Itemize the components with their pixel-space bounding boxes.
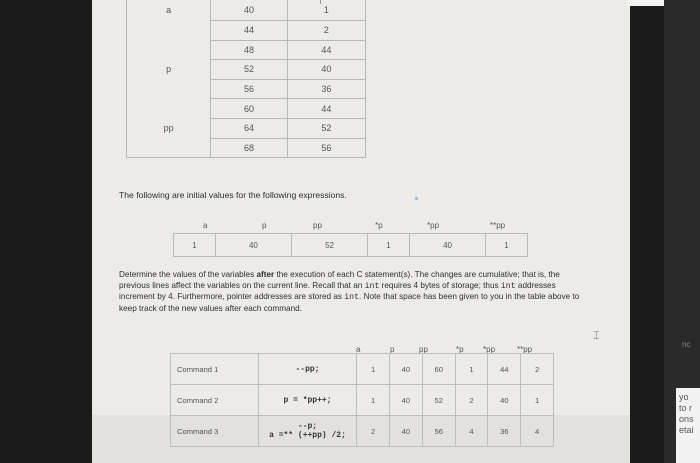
command-statement bbox=[258, 416, 356, 447]
instructions-paragraph bbox=[119, 270, 589, 314]
instr-code: int bbox=[344, 293, 360, 303]
iv-cell: 52 bbox=[291, 234, 367, 257]
mem-address: 68 bbox=[211, 138, 287, 158]
cmd-header-p: p bbox=[390, 345, 395, 354]
initial-values-table bbox=[173, 233, 528, 257]
mem-value: 52 bbox=[287, 118, 365, 138]
table-row bbox=[127, 118, 366, 138]
mem-address: 48 bbox=[211, 40, 287, 60]
table-row bbox=[127, 40, 366, 60]
mem-label bbox=[127, 138, 211, 158]
instr-part: . Note that space has been given to you in the table above to keep track of the new values after each command. bbox=[119, 292, 580, 313]
cmd-header-a: a bbox=[356, 345, 361, 354]
instr-code: int bbox=[364, 281, 380, 291]
table-row bbox=[127, 99, 366, 119]
stmt-line: a =** (++pp) /2; bbox=[269, 431, 346, 440]
iv-header-p: p bbox=[262, 221, 267, 230]
cmd-cell[interactable]: 1 bbox=[521, 385, 554, 416]
mem-value: 1 bbox=[287, 0, 365, 21]
instr-part: requires 4 bytes of storage; thus bbox=[379, 280, 501, 290]
cmd-cell[interactable]: 40 bbox=[488, 385, 521, 416]
table-row bbox=[174, 234, 528, 257]
cmd-cell[interactable]: 1 bbox=[357, 385, 390, 416]
cmd-cell[interactable]: 36 bbox=[488, 416, 521, 447]
mem-address: 56 bbox=[211, 79, 287, 99]
iv-header-pp: pp bbox=[313, 221, 322, 230]
mem-label: a bbox=[127, 0, 211, 21]
mem-address: 44 bbox=[211, 21, 287, 41]
cmd-cell[interactable]: 2 bbox=[521, 354, 554, 385]
table-row bbox=[127, 138, 366, 158]
mem-label bbox=[127, 99, 211, 119]
cmd-cell[interactable]: 1 bbox=[357, 354, 390, 385]
stmt-line: --pp; bbox=[295, 364, 320, 374]
stmt-line: --p; bbox=[297, 422, 318, 431]
iv-cell: 40 bbox=[215, 234, 291, 257]
iv-header-star-p: *p bbox=[375, 221, 383, 230]
mem-value: 36 bbox=[287, 79, 365, 99]
cmd-cell[interactable]: 40 bbox=[390, 354, 423, 385]
instr-part: Determine the values of the variables bbox=[119, 270, 257, 279]
cmd-cell[interactable]: 1 bbox=[455, 354, 488, 385]
table-row bbox=[127, 21, 366, 41]
side-line: to r bbox=[679, 403, 693, 413]
cmd-cell[interactable]: 2 bbox=[455, 385, 488, 416]
side-panel bbox=[676, 388, 700, 463]
mem-label bbox=[127, 79, 211, 99]
instr-code: int bbox=[500, 281, 516, 291]
side-tag: nc bbox=[682, 340, 691, 349]
table-row bbox=[171, 416, 554, 447]
stmt-line: p = *pp++; bbox=[283, 395, 332, 405]
cmd-header-pp: pp bbox=[419, 345, 428, 354]
instr-part: addresses increment by 4. Furthermore, pointer addresses are stored as bbox=[119, 280, 556, 302]
side-line: yo bbox=[679, 392, 689, 402]
cursor-dot bbox=[415, 197, 418, 200]
mem-value: 44 bbox=[287, 99, 365, 119]
side-line: ons bbox=[679, 414, 694, 424]
table-row bbox=[127, 79, 366, 99]
command-statement bbox=[258, 385, 356, 416]
mem-label: pp bbox=[127, 118, 211, 138]
cmd-header-star-p: *p bbox=[456, 345, 464, 354]
side-line: etai bbox=[679, 425, 694, 435]
instr-bold: after bbox=[256, 270, 275, 279]
mem-value: 2 bbox=[287, 21, 365, 41]
instr-part: the execution of each C statement(s). The changes are cumulative; that is, the previous lines affect the variables on the current line. Recall that an bbox=[119, 270, 560, 290]
cmd-header-star-pp: *pp bbox=[483, 345, 496, 354]
iv-cell: 40 bbox=[409, 234, 485, 257]
mem-address: 64 bbox=[211, 118, 287, 138]
mem-value: 44 bbox=[287, 40, 365, 60]
command-table bbox=[170, 353, 554, 447]
table-row bbox=[171, 354, 554, 385]
mem-label: p bbox=[127, 60, 211, 80]
mem-value: 40 bbox=[287, 60, 365, 80]
memory-table bbox=[126, 0, 366, 158]
iv-header-star-star-pp: **pp bbox=[490, 221, 506, 230]
command-name: Command 1 bbox=[171, 354, 259, 385]
mem-value: 56 bbox=[287, 138, 365, 158]
cmd-cell[interactable]: 40 bbox=[390, 416, 423, 447]
table-row bbox=[127, 60, 366, 80]
table-row bbox=[171, 385, 554, 416]
cmd-cell[interactable]: 4 bbox=[521, 416, 554, 447]
mem-address: 60 bbox=[211, 99, 287, 119]
text-cursor-icon: ⌶ bbox=[593, 330, 600, 342]
cmd-cell[interactable]: 2 bbox=[357, 416, 390, 447]
mem-address: 52 bbox=[211, 60, 287, 80]
command-statement bbox=[258, 354, 356, 385]
mem-address: 40 bbox=[211, 0, 287, 21]
mem-label bbox=[127, 21, 211, 41]
mem-label bbox=[127, 40, 211, 60]
cmd-cell[interactable]: 44 bbox=[488, 354, 521, 385]
intro-text: The following are initial values for the following expressions. bbox=[119, 190, 347, 200]
iv-cell: 1 bbox=[486, 234, 528, 257]
iv-header-star-pp: *pp bbox=[427, 221, 440, 230]
cmd-cell[interactable]: 4 bbox=[455, 416, 488, 447]
iv-header-a: a bbox=[203, 221, 208, 230]
cmd-cell[interactable]: 60 bbox=[422, 354, 455, 385]
cmd-header-star-star-pp: **pp bbox=[517, 345, 533, 354]
cmd-cell[interactable]: 40 bbox=[390, 385, 423, 416]
command-name: Command 2 bbox=[171, 385, 259, 416]
command-name: Command 3 bbox=[171, 416, 259, 447]
iv-cell: 1 bbox=[368, 234, 410, 257]
cmd-cell[interactable]: 52 bbox=[422, 385, 455, 416]
table-row bbox=[127, 0, 366, 21]
cmd-cell[interactable]: 56 bbox=[422, 416, 455, 447]
iv-cell: 1 bbox=[174, 234, 216, 257]
